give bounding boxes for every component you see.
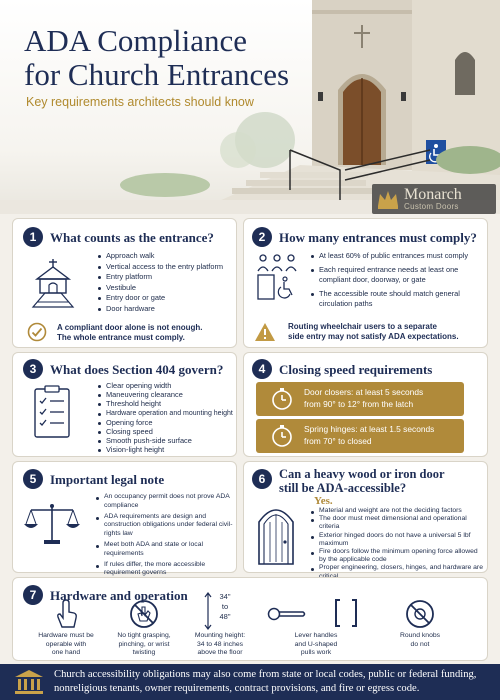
company-logo: [372, 184, 496, 214]
no-grasping-icon: [129, 599, 159, 629]
closer-text: [304, 387, 423, 410]
list-item: Exterior hinged doors do not have a universal 5 lbf maximum: [310, 532, 484, 548]
list-item: Smooth push-side surface: [97, 436, 235, 445]
height-range-text: [215, 592, 235, 622]
section-1-card: [12, 218, 237, 348]
hardware-item-label: [281, 632, 351, 658]
list-item: Approach walk: [97, 251, 235, 262]
logo-tagline: Custom Doors: [404, 202, 459, 211]
footer-banner: [0, 664, 500, 700]
page-subtitle: Key requirements architects should know: [26, 95, 254, 109]
list-item: Vertical access to the entry platform: [97, 262, 235, 273]
section-7-card: [12, 577, 488, 661]
section-2-card: [243, 218, 488, 348]
closer-line: Door closers: at least 5 seconds: [304, 387, 424, 397]
label-line: pinching, or wrist: [118, 640, 170, 648]
height-top: 34": [219, 592, 231, 601]
hardware-item-label: [385, 632, 455, 649]
height-bottom: 48": [219, 612, 231, 621]
section-title: Closing speed requirements: [279, 362, 433, 377]
door-closer-box: [256, 382, 464, 416]
section-1-note: [57, 323, 235, 343]
height-to: to: [221, 602, 229, 611]
checklist-icon: [29, 385, 75, 441]
height-arrow-icon: [203, 592, 213, 630]
checkmark-circle-icon: [27, 322, 47, 342]
section-3-card: [12, 352, 237, 457]
section-title: Hardware and operation: [50, 588, 188, 603]
list-item: Clear opening width: [97, 381, 235, 390]
label-line: twisting: [132, 649, 156, 657]
timer-icon: [270, 424, 294, 448]
warning-icon: [254, 322, 276, 342]
list-item: An occupancy permit does not prove ADA compliance: [95, 493, 235, 511]
list-item: Fire doors follow the minimum opening force allowed by the applicable code: [310, 548, 484, 564]
list-item: The accessible route should match general circulation paths: [310, 289, 482, 310]
no-round-knob-icon: [405, 599, 435, 629]
note-line: The whole entrance must comply.: [57, 333, 185, 342]
section-number: 5: [23, 469, 43, 489]
lever-handle-icon: [267, 604, 307, 624]
section-number: 1: [23, 227, 43, 247]
section-title: [279, 467, 445, 495]
hardware-item-label: [31, 632, 101, 658]
hinge-line: Spring hinges: at least 1.5 seconds: [304, 424, 435, 434]
entrance-components-list: [97, 251, 235, 315]
label-line: Hardware must be: [38, 632, 94, 639]
closer-line: from 90° to 12° from the latch: [304, 398, 414, 409]
section-2-note: [288, 322, 484, 342]
list-item: Material and weight are not the deciding factors: [310, 507, 484, 515]
hinge-text: [304, 424, 434, 447]
people-wheelchair-icon: [254, 253, 300, 303]
list-item: Door hardware: [97, 304, 235, 315]
page-title: [24, 24, 314, 92]
scales-of-justice-icon: [23, 502, 81, 546]
section-title: What does Section 404 govern?: [50, 362, 224, 377]
list-item: At least 60% of public entrances must comply: [310, 251, 482, 262]
title-line-2: for Church Entrances: [24, 57, 290, 92]
label-line: one hand: [51, 649, 81, 657]
answer-yes: Yes.: [314, 495, 333, 507]
hinge-line: from 70° to closed: [304, 435, 372, 446]
label-line: Round knobs: [399, 632, 441, 639]
note-line: side entry may not satisfy ADA expectations.: [288, 332, 459, 341]
list-item: Closing speed: [97, 427, 235, 436]
section-title: Important legal note: [50, 472, 165, 487]
section-6-card: [243, 461, 488, 573]
list-item: Opening force: [97, 418, 235, 427]
list-item: Entry door or gate: [97, 293, 235, 304]
one-hand-icon: [53, 599, 79, 629]
list-item: Maneuvering clearance: [97, 390, 235, 399]
section-number: 2: [252, 227, 272, 247]
section-4-card: [243, 352, 488, 457]
logo-name: Monarch: [404, 186, 462, 203]
label-line: Mounting height:: [194, 632, 246, 639]
hardware-item-label: [185, 632, 255, 658]
u-pull-handle-icon: [333, 598, 359, 628]
hero-banner: [0, 0, 500, 214]
label-line: Lever handles: [294, 632, 338, 639]
label-line: No tight grasping,: [117, 632, 171, 639]
label-line: and U-shaped: [294, 640, 338, 648]
courthouse-icon: [14, 669, 44, 695]
heavy-door-list: [310, 507, 484, 581]
section-title: How many entrances must comply?: [279, 230, 477, 245]
title-line-1: ADA Compliance: [24, 23, 247, 58]
section-number: 7: [23, 585, 43, 605]
section-number: 4: [252, 359, 272, 379]
label-line: operable with: [45, 640, 87, 648]
label-line: pulls work: [300, 649, 332, 657]
entrance-requirements-list: [310, 251, 482, 310]
crown-icon: [376, 188, 400, 210]
list-item: Vision-light height: [97, 445, 235, 454]
list-item: Meet both ADA and state or local requirements: [95, 541, 235, 559]
section-5-card: [12, 461, 237, 577]
list-item: Vestibule: [97, 283, 235, 294]
hardware-item-label: [109, 632, 179, 658]
section-number: 3: [23, 359, 43, 379]
note-line: Routing wheelchair users to a separate: [288, 322, 437, 331]
footer-note: Church accessibility obligations may also come from state or local codes, public or federal funding, nonreligious tenants, owner requirements, contract provisions, and fire or egress code.: [54, 669, 477, 694]
title-line: still be ADA-accessible?: [279, 481, 407, 495]
arched-door-icon: [256, 500, 296, 566]
section-404-list: [97, 381, 235, 455]
list-item: ADA requirements are design and construction obligations under federal civil-rights law: [95, 513, 235, 539]
list-item: Hardware operation and mounting height: [97, 409, 235, 418]
list-item: Proper engineering, closers, hinges, and hardware are: [310, 564, 484, 580]
spring-hinge-box: [256, 419, 464, 453]
legal-note-list: [95, 493, 235, 578]
label-line: above the floor: [197, 649, 243, 657]
section-number: 6: [252, 469, 272, 489]
label-line: 34 to 48 inches: [196, 640, 244, 648]
list-item: Entry platform: [97, 272, 235, 283]
note-line: A compliant door alone is not enough.: [57, 323, 203, 332]
label-line: do not: [410, 640, 430, 648]
list-item: Threshold height: [97, 399, 235, 408]
list-item: If rules differ, the more accessible requirement governs: [95, 561, 235, 579]
timer-icon: [270, 387, 294, 411]
list-item: The door must meet dimensional and operational criteria: [310, 515, 484, 531]
title-line: Can a heavy wood or iron door: [279, 467, 445, 481]
list-item: Each required entrance needs at least one compliant door, doorway, or gate: [310, 265, 482, 286]
church-entrance-icon: [27, 257, 79, 309]
section-title: What counts as the entrance?: [50, 230, 214, 245]
